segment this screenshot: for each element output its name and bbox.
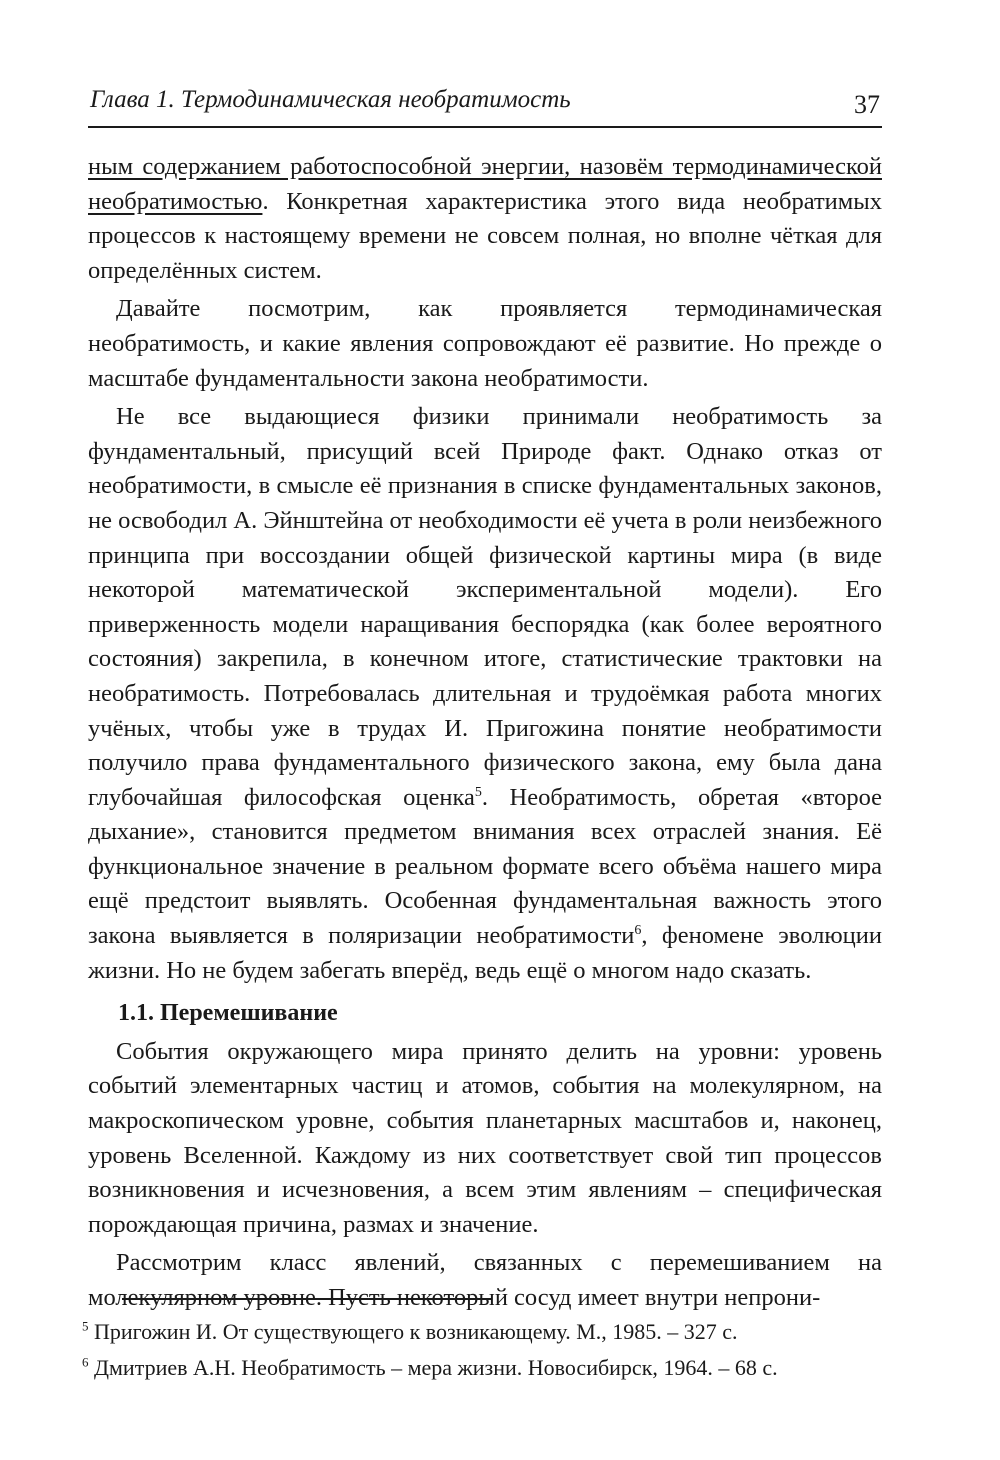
paragraph-3	[88, 400, 882, 988]
paragraph-3-part-a: Не все выдающиеся физики принимали необратимость за фундаментальный, присущий всей Природе факт. Однако отказ от необратимости, в смысле её признания в списке фундаментальных законов, не освободил А. Эйнштейна от необходимости её учета в роли неизбежного принципа при воссоздании общей физической картины мира (в виде некоторой математической экспериментальной модели). Его приверженность модели наращивания беспорядка (как более вероятного состояния) закрепила, в конечном итоге, статистические трактовки на необратимость. Потребовалась длительная и трудоёмкая работа многих учёных, чтобы уже в трудах И. Пригожина понятие необратимости получило права фундаментального физического закона, ему была дана глубочайшая философская оценка	[88, 403, 883, 811]
footnote-ref-6[interactable]: 6	[634, 922, 642, 938]
footnote-mark-6: 6	[82, 1354, 89, 1370]
footnote-5	[82, 1314, 902, 1350]
footnotes	[82, 1314, 902, 1386]
paragraph-5: Рассмотрим класс явлений, связанных с перемешиванием на молекулярном уровне. Пусть некоторый сосуд имеет внутри непрони-	[88, 1249, 882, 1311]
footnote-ref-5[interactable]: 5	[474, 784, 482, 800]
section-heading: 1.1. Перемешивание	[118, 1000, 338, 1027]
paragraph-4: События окружающего мира принято делить на уровни: уровень событий элементарных частиц и атомов, события на молекулярном, на макроскопическом уровне, события планетарных масштабов и, наконец, уровень Вселенной. Каждому из них соответствует свой тип процессов возникновения и исчезновения, а всем этим явлениям – специфическая порождающая причина, размах и значение.	[88, 1037, 882, 1238]
paragraph-1	[88, 150, 882, 288]
paragraph-3-part-b: . Необратимость, обретая «второе дыхание», становится предметом внимания всех отраслей знания. Её функциональное значение в реальном формате всего объёма нашего мира ещё предстоит выявлять. Особенная фундаментальная важность этого закона выявляется в поляризации необратимости	[88, 783, 883, 950]
main-text	[88, 150, 882, 1316]
footnote-6-text: Дмитриев А.Н. Необратимость – мера жизни. Новосибирск, 1964. – 68 с.	[88, 1355, 778, 1380]
footnote-mark-5: 5	[82, 1318, 89, 1334]
underlined-definition: ным содержанием работоспособной энергии, назовём термодинамической необратимостью	[88, 153, 882, 215]
paragraph-3-part-c: , феномене эволюции жизни. Но не будем забегать вперёд, ведь ещё о многом надо сказать.	[88, 922, 882, 984]
running-title: Глава 1. Термодинамическая необратимость	[90, 86, 571, 113]
running-header	[88, 86, 882, 128]
paragraph-2: Давайте посмотрим, как проявляется термодинамическая необратимость, и какие явления сопровождают её развитие. Но прежде о масштабе фундаментальности закона необратимости.	[88, 295, 882, 392]
footnote-6	[82, 1350, 902, 1386]
footnote-5-text: Пригожин И. От существующего к возникающему. М., 1985. – 327 с.	[88, 1319, 738, 1344]
paragraph-1-rest: . Конкретная характеристика этого вида необратимых процессов к настоящему времени не совсем полная, но вполне чёткая для определённых систем.	[88, 187, 882, 284]
page-number: 37	[854, 90, 880, 119]
footnote-divider	[122, 1298, 492, 1300]
